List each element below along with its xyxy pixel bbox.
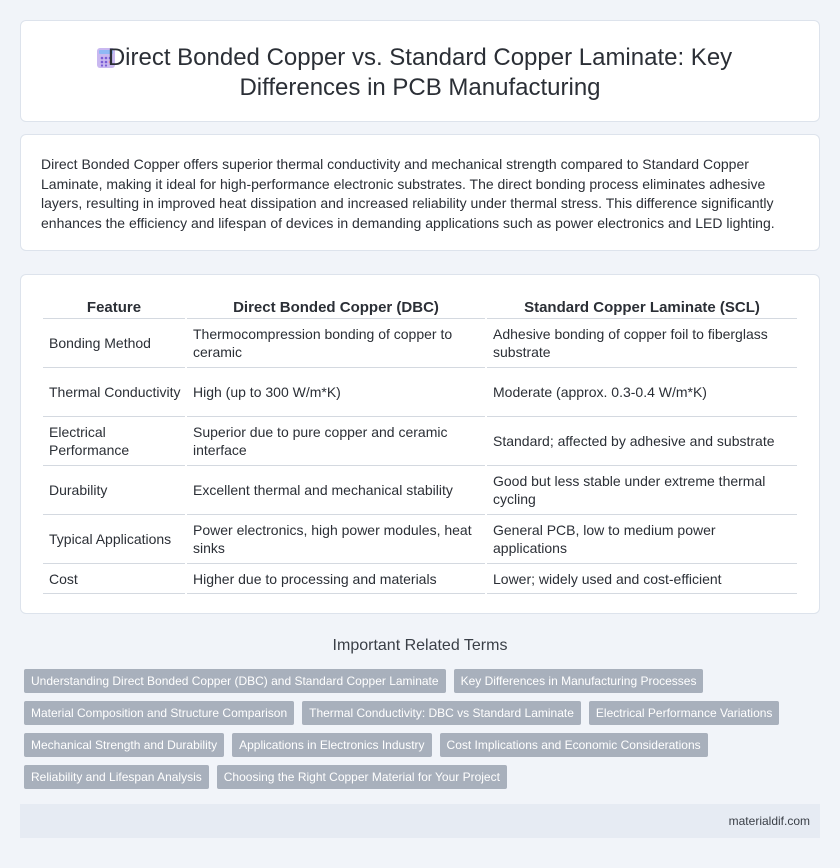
page-title: Direct Bonded Copper vs. Standard Copper Laminate: Key Differences in PCB Manufacturing (107, 44, 733, 101)
related-term-tag[interactable]: Thermal Conductivity: DBC vs Standard Laminate (302, 701, 581, 725)
column-header-feature: Feature (43, 297, 185, 319)
comparison-table-card (20, 274, 820, 614)
table-row (43, 515, 797, 564)
tag-row (24, 701, 804, 725)
related-term-tag[interactable]: Applications in Electronics Industry (232, 733, 431, 757)
dbc-cell: Thermocompression bonding of copper to ceramic (187, 319, 485, 368)
footer-site-link[interactable]: materialdif.com (728, 814, 810, 828)
table-row (43, 466, 797, 515)
dbc-cell: Power electronics, high power modules, heat sinks (187, 515, 485, 564)
tag-row (24, 765, 804, 789)
table-row (43, 417, 797, 466)
related-term-tag[interactable]: Key Differences in Manufacturing Processes (454, 669, 704, 693)
scl-cell: Moderate (approx. 0.3-0.4 W/m*K) (487, 368, 797, 417)
tag-row (24, 733, 804, 757)
feature-cell: Electrical Performance (43, 417, 185, 466)
scl-cell: General PCB, low to medium power applications (487, 515, 797, 564)
dbc-cell: Higher due to processing and materials (187, 564, 485, 594)
comparison-table (41, 297, 799, 594)
footer-bar (20, 804, 820, 838)
scl-cell: Standard; affected by adhesive and substrate (487, 417, 797, 466)
intro-card (20, 134, 820, 251)
related-term-tag[interactable]: Electrical Performance Variations (589, 701, 780, 725)
feature-cell: Thermal Conductivity (43, 368, 185, 417)
scl-cell: Adhesive bonding of copper foil to fiberglass substrate (487, 319, 797, 368)
table-row (43, 368, 797, 417)
feature-cell: Bonding Method (43, 319, 185, 368)
related-term-tag[interactable]: Mechanical Strength and Durability (24, 733, 224, 757)
feature-cell: Typical Applications (43, 515, 185, 564)
related-term-tag[interactable]: Choosing the Right Copper Material for Your Project (217, 765, 507, 789)
tag-row (24, 669, 804, 693)
dbc-cell: Excellent thermal and mechanical stability (187, 466, 485, 515)
related-term-tag[interactable]: Cost Implications and Economic Considerations (440, 733, 708, 757)
scl-cell: Lower; widely used and cost-efficient (487, 564, 797, 594)
intro-paragraph: Direct Bonded Copper offers superior thermal conductivity and mechanical strength compared to Standard Copper Laminate, making it ideal for high-performance electronic substrates. The direct bonding process eliminates adhesive layers, resulting in improved heat dissipation and increased reliability under thermal stress. This difference significantly enhances the efficiency and lifespan of devices in demanding applications such as power electronics and LED lighting. (41, 156, 775, 231)
dbc-cell: High (up to 300 W/m*K) (187, 368, 485, 417)
column-header-scl: Standard Copper Laminate (SCL) (487, 297, 797, 319)
table-row (43, 564, 797, 594)
related-terms-heading: Important Related Terms (332, 637, 508, 654)
feature-cell: Cost (43, 564, 185, 594)
related-term-tag[interactable]: Reliability and Lifespan Analysis (24, 765, 209, 789)
column-header-dbc: Direct Bonded Copper (DBC) (187, 297, 485, 319)
table-row (43, 319, 797, 368)
scl-cell: Good but less stable under extreme thermal cycling (487, 466, 797, 515)
table-header-row (43, 297, 797, 319)
related-term-tag[interactable]: Material Composition and Structure Comparison (24, 701, 294, 725)
header-card (20, 20, 820, 122)
dbc-cell: Superior due to pure copper and ceramic interface (187, 417, 485, 466)
related-terms-list (24, 669, 804, 797)
related-term-tag[interactable]: Understanding Direct Bonded Copper (DBC) and Standard Copper Laminate (24, 669, 446, 693)
feature-cell: Durability (43, 466, 185, 515)
